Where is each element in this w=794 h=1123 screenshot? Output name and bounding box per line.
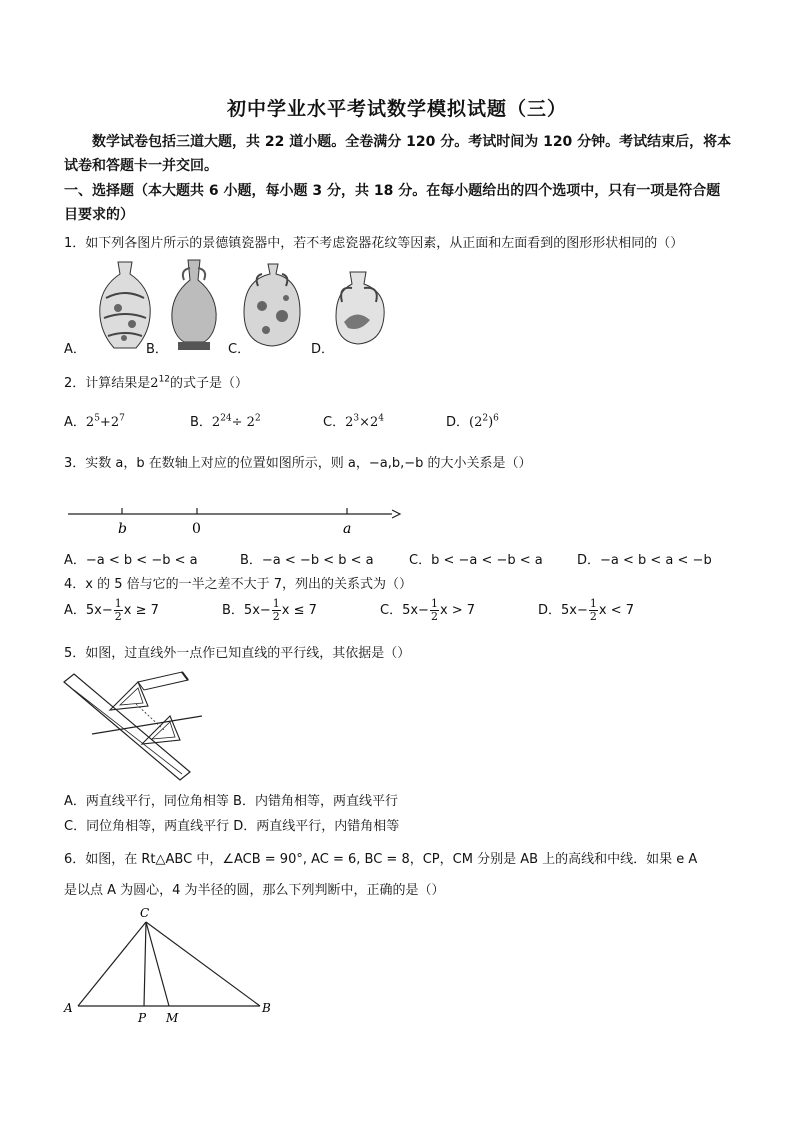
vase-b-image — [172, 260, 216, 350]
exam-title: 初中学业水平考试数学模拟试题（三） — [226, 98, 567, 120]
q5-stem: 5．如图，过直线外一点作已知直线的平行线，其依据是（） — [64, 646, 411, 661]
q3-option-a: A．−a < b < −b < a — [64, 553, 198, 568]
q6-triangle-figure — [60, 902, 280, 1024]
q3-option-b: B．−a < −b < b < a — [240, 553, 374, 568]
q5-ruler-triangle-figure — [60, 668, 210, 784]
q1-option-d: D． — [311, 342, 335, 357]
vase-d-image — [336, 272, 384, 344]
q2-stem: 2．计算结果是$2^{12}$的式子是（） — [64, 374, 249, 391]
point-m-label: M — [166, 1011, 179, 1024]
q2-option-c: C．$2^3\times 2^4$ — [323, 413, 384, 430]
axis-label-a: a — [343, 521, 352, 537]
q2-option-b: B．$2^{24}\div 2^2$ — [190, 413, 261, 430]
q2-option-d: D．$(2^2)^6$ — [446, 413, 499, 430]
q6-stem-line2: 是以点 A 为圆心，4 为半径的圆，那么下列判断中，正确的是（） — [64, 883, 445, 898]
exam-intro: 数学试卷包括三道大题，共 22 道小题。全卷满分 120 分。考试时间为 120 分钟。考试结束后，将本试卷和答题卡一并交回。 — [64, 134, 732, 174]
q4-option-b: B．5x− $\frac{1}{2}$ x ≤ 7 — [222, 597, 317, 623]
point-b-label: B — [262, 1001, 271, 1015]
q2-option-a: A．$2^5+2^7$ — [64, 413, 125, 430]
q1-option-b: B． — [146, 342, 168, 357]
q1-option-a: A． — [64, 342, 86, 357]
q4-stem: 4．x 的 5 倍与它的一半之差不大于 7，列出的关系式为（） — [64, 577, 413, 592]
vase-a-image — [100, 262, 150, 348]
q4-option-d: D．5x− $\frac{1}{2}$ x < 7 — [538, 597, 634, 623]
q1-stem: 1．如下列各图片所示的景德镇瓷器中，若不考虑瓷器花纹等因素，从正面和左面看到的图形形状相同的（） — [64, 236, 684, 251]
point-p-label: P — [138, 1011, 147, 1024]
section-heading: 一、选择题（本大题共 6 小题，每小题 3 分，共 18 分。在每小题给出的四个选项中，只有一项是符合题目要求的） — [64, 183, 721, 223]
q5-options-row2: C．同位角相等，两直线平行 D．两直线平行，内错角相等 — [64, 819, 400, 834]
q3-option-c: C．b < −a < −b < a — [409, 553, 543, 568]
q3-stem: 3．实数 a，b 在数轴上对应的位置如图所示，则 a，−a,b,−b 的大小关系是（） — [64, 456, 532, 471]
axis-label-zero: 0 — [192, 521, 201, 537]
axis-label-b: b — [118, 521, 127, 537]
q4-option-a: A．5x− $\frac{1}{2}$ x ≥ 7 — [64, 597, 159, 623]
q4-option-c: C．5x− $\frac{1}{2}$ x > 7 — [380, 597, 476, 623]
q3-option-d: D．−a < b < a < −b — [577, 553, 712, 568]
q1-option-c: C． — [228, 342, 251, 357]
point-c-label: C — [140, 906, 150, 920]
q6-stem-line1: 6．如图，在 Rt△ABC 中，∠ACB = 90°, AC = 6, BC = 8，CP，CM 分别是 AB 上的高线和中线．如果 e A — [64, 852, 698, 867]
q5-options-row1: A．两直线平行，同位角相等 B．内错角相等，两直线平行 — [64, 794, 398, 809]
q3-number-line — [60, 500, 410, 540]
point-a-label: A — [64, 1001, 73, 1015]
vase-c-image — [244, 264, 300, 346]
q1-vase-images — [60, 258, 390, 358]
